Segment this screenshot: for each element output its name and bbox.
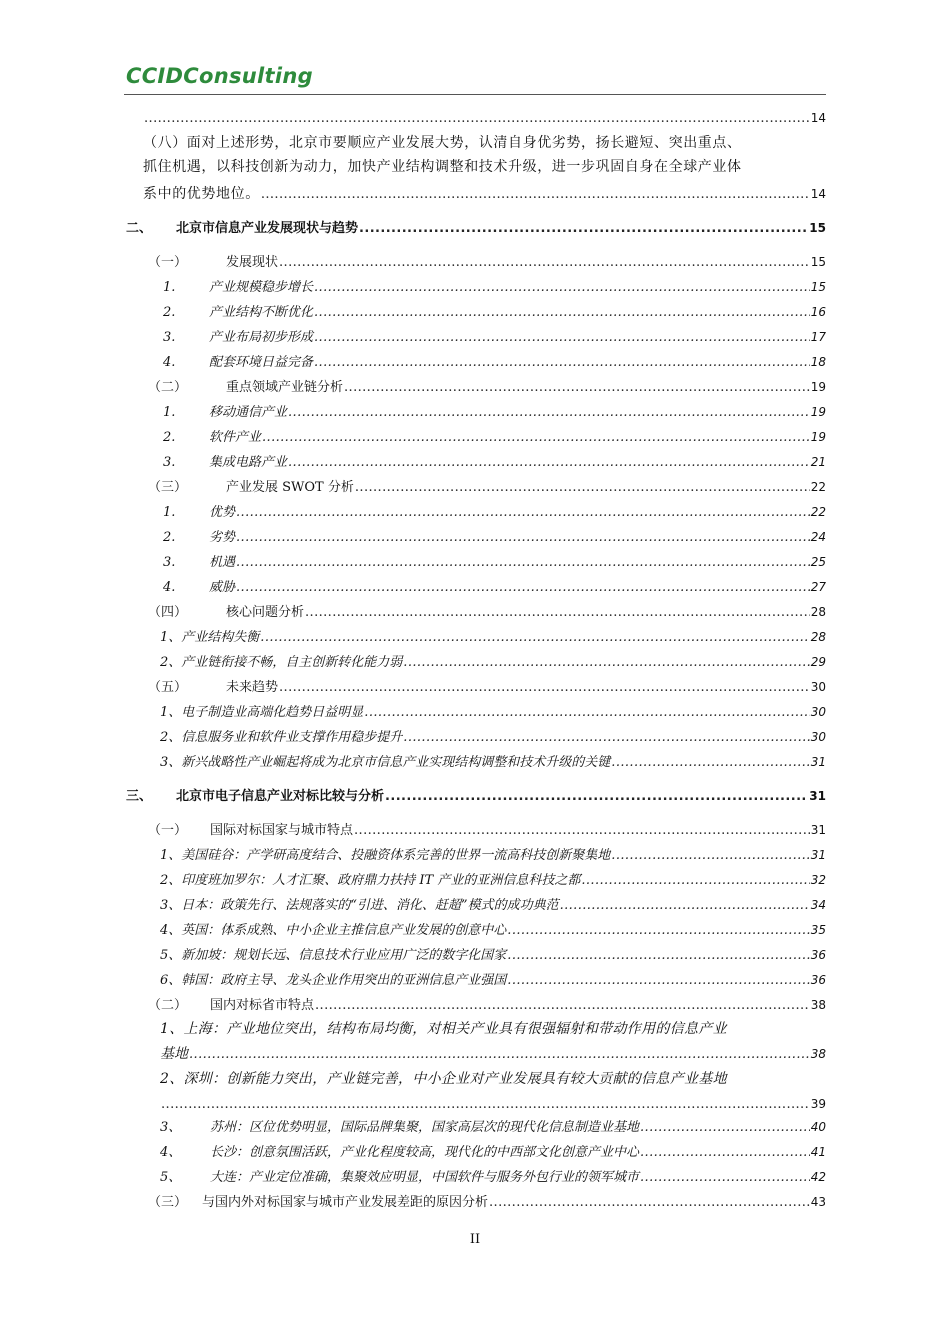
toc-subsection[interactable] bbox=[163, 552, 826, 572]
toc-section[interactable] bbox=[148, 1192, 826, 1212]
page-number: 19 bbox=[810, 380, 826, 394]
section-label: （三） bbox=[148, 1195, 188, 1210]
para-line: （八）面对上述形势，北京市要顺应产业发展大势，认清自身优劣势，扬长避短、突出重点、 bbox=[143, 135, 742, 151]
page-number: 14 bbox=[810, 187, 826, 201]
subsection-label: 3、 bbox=[160, 1120, 182, 1135]
leader-dots bbox=[236, 503, 810, 523]
subsection-label: 2. bbox=[163, 430, 176, 445]
chapter-label: 二、 bbox=[126, 221, 153, 236]
subsection-title: 苏州：区位优势明显，国际品牌集聚，国家高层次的现代化信息制造业基地 bbox=[210, 1120, 640, 1135]
section-title: 未来趋势 bbox=[226, 680, 279, 695]
toc-subsection[interactable] bbox=[160, 627, 826, 647]
leader-dots bbox=[260, 628, 809, 648]
toc-subsection[interactable] bbox=[160, 970, 826, 990]
subsection-title: 3、日本：政策先行、法规落实的“引进、消化、赶超”模式的成功典范 bbox=[160, 898, 559, 913]
subsection-label: 5、 bbox=[160, 1170, 182, 1185]
toc-entry[interactable] bbox=[143, 108, 826, 128]
page-number: 22 bbox=[810, 505, 826, 519]
page-number: 36 bbox=[810, 973, 826, 987]
toc-subsection-shanghai-cont[interactable] bbox=[160, 1044, 826, 1064]
subsection-title: 2、信息服务业和软件业支撑作用稳步提升 bbox=[160, 730, 403, 745]
subsection-label: 4. bbox=[163, 355, 176, 370]
subsection-label: 2. bbox=[163, 530, 176, 545]
toc-subsection-shenzhen-cont[interactable] bbox=[160, 1094, 826, 1114]
toc-subsection[interactable] bbox=[160, 1117, 826, 1137]
subsection-label: 3. bbox=[163, 455, 176, 470]
section-title: 核心问题分析 bbox=[226, 605, 305, 620]
toc-section[interactable] bbox=[148, 677, 826, 697]
toc-subsection[interactable] bbox=[163, 352, 826, 372]
leader-dots bbox=[359, 219, 808, 239]
toc-subsection[interactable] bbox=[160, 702, 826, 722]
leader-dots bbox=[314, 353, 810, 373]
toc-subsection[interactable] bbox=[160, 870, 826, 890]
page-number: 31 bbox=[810, 755, 826, 769]
page-number: 18 bbox=[810, 355, 826, 369]
subsection-title: 大连：产业定位准确，集聚效应明显，中国软件与服务外包行业的领军城市 bbox=[210, 1170, 640, 1185]
section-label: （一） bbox=[148, 823, 188, 838]
leader-dots bbox=[611, 753, 809, 773]
leader-dots bbox=[640, 1168, 810, 1188]
page-number: 28 bbox=[810, 605, 826, 619]
page-number: 19 bbox=[810, 405, 826, 419]
toc-section[interactable] bbox=[148, 820, 826, 840]
leader-dots bbox=[189, 1045, 810, 1065]
toc-section[interactable] bbox=[148, 477, 826, 497]
subsection-label: 3. bbox=[163, 555, 176, 570]
page-number: 31 bbox=[810, 823, 826, 837]
section-title: 国际对标国家与城市特点 bbox=[210, 823, 354, 838]
section-label: （一） bbox=[148, 255, 188, 270]
toc-subsection[interactable] bbox=[160, 752, 826, 772]
subsection-title: 机遇 bbox=[209, 555, 236, 570]
subsection-label: 4. bbox=[163, 580, 176, 595]
leader-dots bbox=[507, 921, 809, 941]
leader-dots bbox=[315, 996, 810, 1016]
toc-section[interactable] bbox=[148, 377, 826, 397]
toc-subsection[interactable] bbox=[163, 402, 826, 422]
page-number: 17 bbox=[810, 330, 826, 344]
header-divider bbox=[124, 94, 826, 95]
toc-subsection[interactable] bbox=[160, 1142, 826, 1162]
leader-dots bbox=[403, 728, 809, 748]
leader-dots bbox=[288, 453, 810, 473]
toc-subsection[interactable] bbox=[160, 945, 826, 965]
chapter-label: 三、 bbox=[126, 789, 153, 804]
page-number: 19 bbox=[810, 430, 826, 444]
page-number: 43 bbox=[810, 1195, 826, 1209]
subsection-title: 配套环境日益完备 bbox=[209, 355, 314, 370]
section-title: 国内对标省市特点 bbox=[210, 998, 315, 1013]
subsection-title: 集成电路产业 bbox=[209, 455, 288, 470]
leader-dots bbox=[314, 278, 810, 298]
leader-dots bbox=[611, 846, 809, 866]
leader-dots bbox=[344, 378, 810, 398]
leader-dots bbox=[489, 1193, 810, 1213]
page-number: 27 bbox=[810, 580, 826, 594]
page-number: 15 bbox=[810, 255, 826, 269]
page-number: 29 bbox=[810, 655, 826, 669]
toc-subsection[interactable] bbox=[160, 652, 826, 672]
toc-subsection[interactable] bbox=[160, 845, 826, 865]
leader-dots bbox=[236, 553, 810, 573]
subsection-title: 移动通信产业 bbox=[209, 405, 288, 420]
subsection-title: 4、英国：体系成熟、中小企业主推信息产业发展的创意中心 bbox=[160, 923, 507, 938]
page-number: 39 bbox=[810, 1097, 826, 1111]
leader-dots bbox=[640, 1118, 810, 1138]
subsection-title: 3、新兴战略性产业崛起将成为北京市信息产业实现结构调整和技术升级的关键 bbox=[160, 755, 611, 770]
subsection-title: 劣势 bbox=[209, 530, 236, 545]
leader-dots bbox=[314, 328, 810, 348]
toc-subsection[interactable] bbox=[160, 1167, 826, 1187]
section-label: （三） bbox=[148, 480, 188, 495]
page-number: 30 bbox=[810, 705, 826, 719]
subsection-title: 1、产业结构失衡 bbox=[160, 630, 260, 645]
page-number: 35 bbox=[810, 923, 826, 937]
page-number: 15 bbox=[810, 280, 826, 294]
leader-dots bbox=[261, 185, 810, 205]
leader-dots bbox=[236, 528, 810, 548]
subsection-title: 1、美国硅谷：产学研高度结合、投融资体系完善的世界一流高科技创新聚集地 bbox=[160, 848, 611, 863]
toc-subsection[interactable] bbox=[160, 727, 826, 747]
subsection-title: 产业规模稳步增长 bbox=[209, 280, 314, 295]
leader-dots bbox=[507, 946, 809, 966]
footer-page-number: II bbox=[469, 1232, 481, 1247]
leader-dots bbox=[288, 403, 810, 423]
toc-subsection-shenzhen[interactable] bbox=[160, 1069, 826, 1089]
section-title: 发展现状 bbox=[226, 255, 279, 270]
page-number: 31 bbox=[809, 789, 826, 803]
leader-dots bbox=[560, 896, 810, 916]
section-label: （五） bbox=[148, 680, 188, 695]
toc-section[interactable] bbox=[148, 252, 826, 272]
toc-subsection-shanghai[interactable] bbox=[160, 1019, 826, 1039]
toc-chapter-3[interactable] bbox=[126, 786, 826, 806]
subsection-title: 优势 bbox=[209, 505, 236, 520]
page-number: 25 bbox=[810, 555, 826, 569]
section-label: （四） bbox=[148, 605, 188, 620]
leader-dots bbox=[385, 787, 808, 807]
subsection-title: 基地 bbox=[160, 1046, 188, 1062]
page-number: 30 bbox=[810, 730, 826, 744]
toc-subsection[interactable] bbox=[163, 302, 826, 322]
subsection-title: 长沙：创意氛围活跃，产业化程度较高，现代化的中西部文化创意产业中心 bbox=[210, 1145, 640, 1160]
leader-dots bbox=[279, 253, 810, 273]
subsection-label: 3. bbox=[163, 330, 176, 345]
leader-dots bbox=[236, 578, 810, 598]
leader-dots bbox=[305, 603, 810, 623]
page-number: 30 bbox=[810, 680, 826, 694]
subsection-title: 产业结构不断优化 bbox=[209, 305, 314, 320]
subsection-title: 2、深圳：创新能力突出，产业链完善，中小企业对产业发展具有较大贡献的信息产业基地 bbox=[160, 1071, 727, 1087]
leader-dots bbox=[314, 303, 810, 323]
section-title: 重点领域产业链分析 bbox=[226, 380, 344, 395]
page-number: 14 bbox=[810, 111, 826, 125]
toc-section[interactable] bbox=[148, 995, 826, 1015]
page-number: 28 bbox=[810, 630, 826, 644]
toc-subsection[interactable] bbox=[160, 895, 826, 915]
leader-dots bbox=[144, 109, 810, 129]
toc-section[interactable] bbox=[148, 602, 826, 622]
subsection-label: 4、 bbox=[160, 1145, 182, 1160]
toc-subsection[interactable] bbox=[163, 577, 826, 597]
subsection-title: 产业布局初步形成 bbox=[209, 330, 314, 345]
subsection-title: 1、上海：产业地位突出，结构布局均衡，对相关产业具有很强辐射和带动作用的信息产业 bbox=[160, 1021, 727, 1037]
page-number: 21 bbox=[810, 455, 826, 469]
toc-entry[interactable] bbox=[143, 184, 826, 204]
subsection-label: 1. bbox=[163, 405, 176, 420]
section-label: （二） bbox=[148, 380, 188, 395]
toc-subsection[interactable] bbox=[163, 327, 826, 347]
leader-dots bbox=[403, 653, 809, 673]
toc-subsection[interactable] bbox=[163, 427, 826, 447]
toc-entry-paragraph-8[interactable] bbox=[143, 131, 828, 179]
page-number: 34 bbox=[810, 898, 826, 912]
section-title: 与国内外对标国家与城市产业发展差距的原因分析 bbox=[202, 1195, 489, 1210]
leader-dots bbox=[355, 478, 810, 498]
subsection-title: 1、电子制造业高端化趋势日益明显 bbox=[160, 705, 364, 720]
subsection-title: 威胁 bbox=[209, 580, 236, 595]
page-number: 41 bbox=[810, 1145, 826, 1159]
toc-subsection[interactable] bbox=[163, 502, 826, 522]
section-label: （二） bbox=[148, 998, 188, 1013]
page-number: 31 bbox=[810, 848, 826, 862]
page-number: 36 bbox=[810, 948, 826, 962]
page-number: 38 bbox=[810, 998, 826, 1012]
page-number: 38 bbox=[810, 1047, 826, 1061]
subsection-title: 6、韩国：政府主导、龙头企业作用突出的亚洲信息产业强国 bbox=[160, 973, 507, 988]
subsection-label: 1. bbox=[163, 280, 176, 295]
subsection-title: 2、印度班加罗尔：人才汇聚、政府鼎力扶持 IT 产业的亚洲信息科技之都 bbox=[160, 873, 581, 888]
leader-dots bbox=[581, 871, 809, 891]
page-number: 16 bbox=[810, 305, 826, 319]
toc-subsection[interactable] bbox=[163, 452, 826, 472]
toc-subsection[interactable] bbox=[160, 920, 826, 940]
entry-text: 系中的优势地位。 bbox=[143, 186, 260, 202]
subsection-label: 1. bbox=[163, 505, 176, 520]
toc-subsection[interactable] bbox=[163, 527, 826, 547]
page-number: 40 bbox=[810, 1120, 826, 1134]
subsection-label: 2. bbox=[163, 305, 176, 320]
subsection-title: 软件产业 bbox=[209, 430, 262, 445]
page-number: 42 bbox=[810, 1170, 826, 1184]
leader-dots bbox=[354, 821, 810, 841]
page-number: 15 bbox=[809, 221, 826, 235]
toc-chapter-2[interactable] bbox=[126, 218, 826, 238]
leader-dots bbox=[640, 1143, 810, 1163]
subsection-title: 2、产业链衔接不畅，自主创新转化能力弱 bbox=[160, 655, 403, 670]
subsection-title: 5、新加坡：规划长远、信息技术行业应用广泛的数字化国家 bbox=[160, 948, 507, 963]
section-title: 产业发展 SWOT 分析 bbox=[226, 480, 354, 495]
leader-dots bbox=[161, 1095, 810, 1115]
leader-dots bbox=[507, 971, 809, 991]
page-number: 24 bbox=[810, 530, 826, 544]
toc-subsection[interactable] bbox=[163, 277, 826, 297]
page-number: 22 bbox=[810, 480, 826, 494]
chapter-title: 北京市电子信息产业对标比较与分析 bbox=[176, 789, 385, 804]
leader-dots bbox=[279, 678, 810, 698]
leader-dots bbox=[262, 428, 810, 448]
chapter-title: 北京市信息产业发展现状与趋势 bbox=[176, 221, 359, 236]
leader-dots bbox=[364, 703, 809, 723]
page-number: 32 bbox=[810, 873, 826, 887]
para-line: 抓住机遇，以科技创新为动力，加快产业结构调整和技术升级，进一步巩固自身在全球产业体 bbox=[143, 159, 742, 175]
company-logo: CCIDConsulting bbox=[126, 64, 313, 88]
